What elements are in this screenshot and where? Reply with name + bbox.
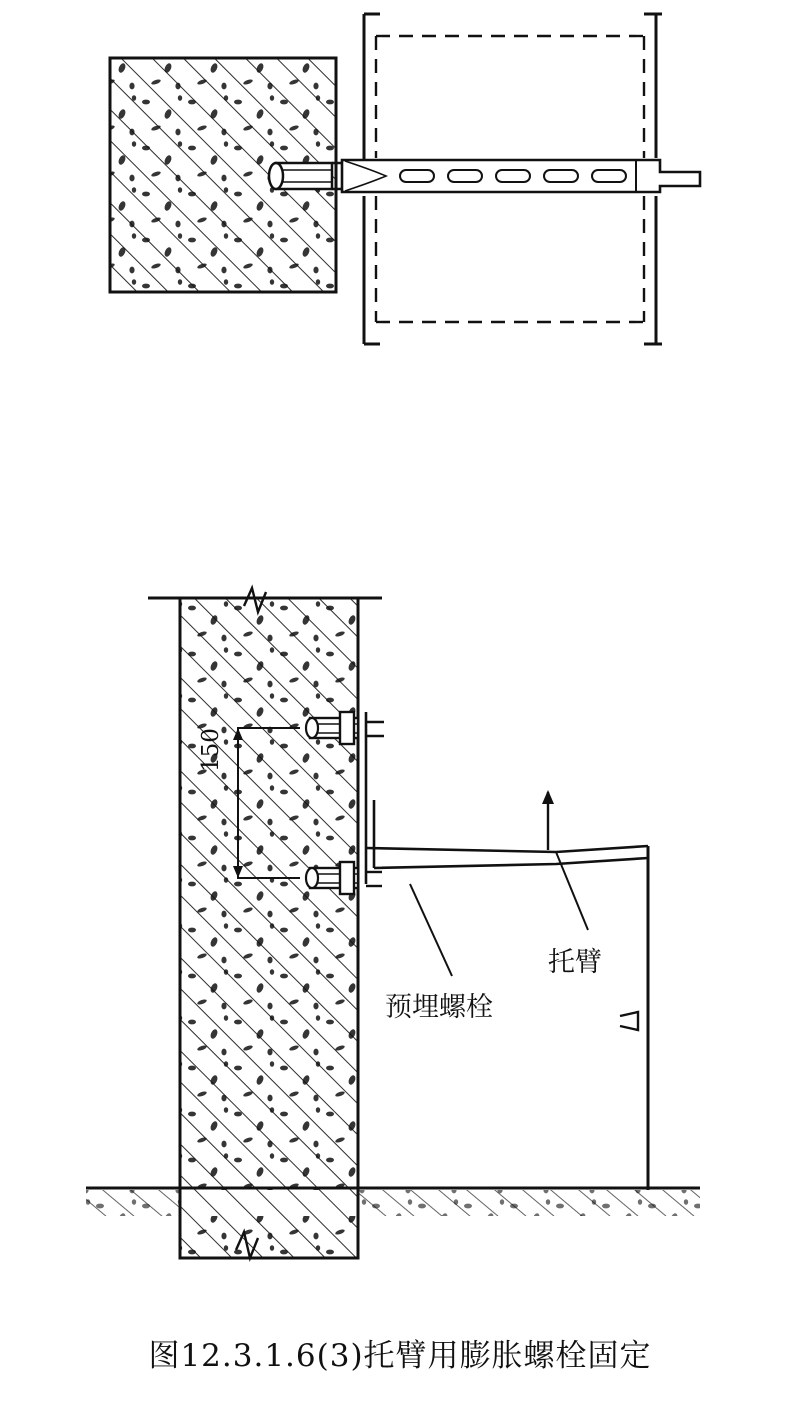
embedded-bolt-label: 预埋螺栓 <box>385 992 493 1023</box>
ground-line <box>86 1188 700 1216</box>
figure-caption: 图12.3.1.6(3)托臂用膨胀螺栓固定 <box>148 1338 652 1374</box>
plan-view-group <box>110 14 700 344</box>
expansion-bolt-plan <box>269 163 342 189</box>
bracket-label: 托臂 <box>548 947 602 978</box>
concrete-column-speckle <box>180 598 358 1258</box>
slotted-bracket-arm <box>342 160 700 192</box>
bracket-profile <box>358 710 648 1190</box>
dimension-label: 150 <box>198 728 224 772</box>
section-view-group <box>86 588 700 1258</box>
top-arrow-marker <box>542 790 554 850</box>
